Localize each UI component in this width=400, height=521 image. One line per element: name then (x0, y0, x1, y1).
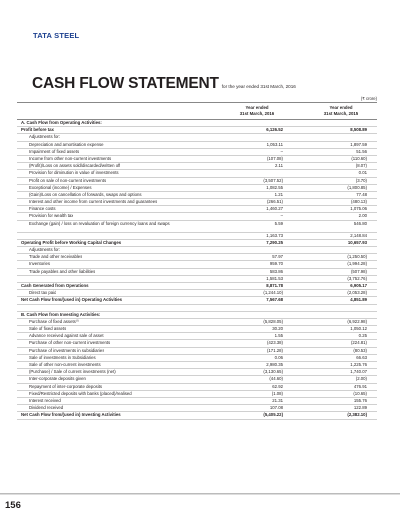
row-label: Operating Profit before Working Capital Changes (21, 239, 122, 245)
table-row (17, 340, 377, 347)
row-label: Profit before tax (21, 127, 54, 133)
table-row (17, 405, 377, 412)
column-header-2015 (313, 105, 369, 117)
row-label: Interest and other income from current investments and guarantees (29, 199, 158, 205)
footer-band (0, 494, 400, 495)
table-row (17, 254, 377, 261)
table-row (17, 384, 377, 391)
table-row (17, 170, 377, 177)
page-number: 156 (5, 500, 21, 511)
column-header-2016-line2: 31st March, 2016 (239, 111, 275, 116)
table-row (17, 206, 377, 213)
row-value-2015: 2.00 (358, 213, 367, 219)
row-value-2016: (423.38) (266, 340, 283, 346)
table-row (17, 412, 377, 419)
table-row (17, 178, 377, 185)
table-row (17, 391, 377, 398)
row-label: Income from other non-current investments (29, 155, 112, 161)
row-label: Repayment of inter-corporate deposits (29, 383, 103, 389)
row-value-2016: – (280, 148, 283, 154)
row-label: Purchase of fixed assets⁽ⁱ⁾ (29, 318, 79, 324)
table-row (17, 134, 377, 141)
row-value-2016: 5.59 (274, 220, 283, 226)
row-value-2016: 2.11 (274, 163, 283, 169)
table-row (17, 233, 377, 240)
row-label: A. Cash Flow from Operating Activities: (21, 120, 102, 125)
row-value-2015: 155.76 (353, 397, 367, 403)
table-row (17, 240, 377, 247)
row-label: Inter-corporate deposits given (29, 376, 86, 382)
row-value-2015: (2,382.10) (347, 412, 367, 418)
row-label: Depreciation and amortisation expense (29, 141, 104, 147)
row-value-2015: 1,225.76 (350, 362, 367, 367)
row-label: Purchase of investments in subsidiaries (29, 347, 105, 353)
row-value-2015: 0.25 (358, 333, 367, 339)
row-value-2015: 476.91 (353, 383, 367, 389)
unit-label: (₹ crore) (17, 96, 377, 103)
row-value-2015: (1,800.85) (347, 184, 367, 190)
column-header-2015-line1: Year ended (329, 105, 353, 110)
row-value-2015: 2,148.84 (350, 232, 367, 238)
row-value-2016: 30.20 (272, 326, 283, 332)
row-label: Net Cash Flow from/(used in) Operating Activities (21, 297, 123, 303)
row-value-2016: (107.08) (266, 155, 283, 161)
table-row (17, 185, 377, 192)
table-row (17, 283, 377, 290)
row-label: Adjustments for: (29, 134, 61, 140)
row-label: Sale of other non-current investments (29, 362, 101, 367)
table-row (17, 355, 377, 362)
row-value-2016: (3,130.65) (263, 369, 283, 375)
row-label: Trade and other receivables (29, 254, 83, 260)
row-value-2016: (171.28) (266, 347, 283, 353)
table-row (17, 305, 377, 312)
row-value-2015: 1,075.06 (350, 206, 367, 212)
row-value-2015: 122.89 (353, 405, 367, 411)
row-label: Fixed/Restricted deposits with banks (placed)/realised (29, 390, 132, 396)
row-value-2015: 1,740.07 (350, 369, 367, 375)
row-value-2015: (224.81) (350, 340, 367, 346)
table-row (17, 127, 377, 134)
row-value-2016: (5,828.05) (263, 318, 283, 324)
table-row (17, 163, 377, 170)
table-row (17, 362, 377, 369)
column-header-2015-line2: 31st March, 2015 (323, 111, 359, 116)
row-label: Trade payables and other liabilities (29, 268, 96, 274)
table-row (17, 312, 377, 319)
row-value-2016: 1,163.73 (266, 232, 283, 238)
row-value-2015: 1,897.59 (350, 141, 367, 147)
table-body (17, 120, 377, 420)
row-label: Net Cash Flow from/(used in) Investing Activities (21, 412, 121, 418)
row-value-2015: (1,994.28) (347, 261, 367, 267)
row-value-2015: 51.56 (356, 148, 367, 154)
row-value-2015: 4,851.89 (350, 297, 367, 303)
table-row (17, 142, 377, 149)
row-value-2016: (3,507.52) (263, 177, 283, 183)
row-label: Interest received (29, 397, 61, 403)
page-title (32, 75, 296, 93)
table-row (17, 149, 377, 156)
row-value-2015: (3.70) (355, 177, 367, 183)
statement-subtitle: for the year ended 31st March, 2016 (221, 84, 296, 89)
row-label: B. Cash Flow from Investing Activities: (21, 311, 101, 317)
row-value-2016: 0.06 (274, 354, 283, 360)
row-value-2016: (44.60) (269, 376, 283, 382)
table-row (17, 247, 377, 254)
row-value-2015: (2,053.28) (347, 290, 367, 296)
table-row (17, 199, 377, 206)
row-label: Exceptional (income) / Expenses (29, 184, 92, 190)
column-header-2016-line1: Year ended (245, 105, 269, 110)
row-value-2016: 7,567.68 (266, 297, 283, 303)
row-value-2015: (10.65) (353, 390, 367, 396)
row-label: Cash Generated from Operations (21, 282, 89, 288)
row-label: (Gain)/Loss on cancellation of forwards, swaps and options (29, 191, 142, 197)
cash-flow-table (17, 96, 377, 420)
row-label: Finance costs (29, 206, 56, 212)
row-label: Dividend received (29, 405, 64, 411)
row-label: Inventories (29, 261, 51, 267)
row-value-2015: (6,922.98) (347, 318, 367, 324)
row-label: Provision for diminution in value of investments (29, 170, 119, 176)
row-label: Profit on sale of non-current investments (29, 177, 107, 183)
row-value-2015: 77.48 (356, 191, 367, 197)
row-value-2016: 6,126.52 (266, 127, 283, 133)
row-value-2016: 107.08 (269, 405, 283, 411)
row-value-2015: (2.00) (355, 376, 367, 382)
row-value-2016: 7,290.25 (266, 239, 283, 245)
row-label: (Purchase) / Sale of current investments (net) (29, 369, 116, 375)
row-label: Impairment of fixed assets (29, 148, 80, 154)
table-row (17, 290, 377, 297)
row-value-2015: 6,905.17 (350, 282, 367, 288)
row-label: Provision for wealth tax (29, 213, 74, 219)
row-value-2015: (1,250.50) (347, 254, 367, 260)
row-value-2016: 1,082.55 (266, 184, 283, 190)
row-value-2016: 2,980.35 (266, 362, 283, 367)
brand-logo: TATA STEEL (33, 31, 80, 40)
row-value-2016: 1.55 (274, 333, 283, 339)
row-value-2015: 66.63 (356, 354, 367, 360)
row-value-2016: (5,405.22) (263, 412, 283, 418)
table-row (17, 269, 377, 276)
row-value-2015: 10,657.93 (347, 239, 367, 245)
row-label: Purchase of other non-current investments (29, 340, 111, 346)
statement-title: CASH FLOW STATEMENT (32, 75, 219, 92)
row-label: Sale of investments in Subsidiaries (29, 354, 96, 360)
row-value-2015: 8,508.89 (350, 127, 367, 133)
row-value-2015: (80.53) (353, 347, 367, 353)
table-row (17, 369, 377, 376)
row-value-2016: 1,581.53 (266, 275, 283, 281)
table-row (17, 192, 377, 199)
table-row (17, 326, 377, 333)
table-row (17, 348, 377, 355)
row-label: Exchange (gain) / loss on revaluation of foreign currency loans and swaps (29, 220, 170, 226)
row-value-2016: 57.97 (272, 254, 283, 260)
row-label: Sale of fixed assets (29, 326, 67, 332)
table-row (17, 333, 377, 340)
row-value-2015: (8.07) (355, 163, 367, 169)
row-value-2016: 1,053.11 (266, 141, 283, 147)
row-value-2015: (110.60) (351, 155, 367, 161)
row-value-2015: 1,050.12 (350, 326, 367, 332)
table-row (17, 213, 377, 220)
row-value-2015: 546.80 (353, 220, 367, 226)
table-row (17, 261, 377, 268)
row-value-2015: 0.01 (358, 170, 367, 176)
row-value-2016: – (280, 213, 283, 219)
row-label: (Profit)/Loss on assets sold/discarded/written off (29, 163, 121, 169)
row-value-2016: 1,460.27 (266, 206, 283, 212)
row-value-2016: 21.31 (272, 397, 283, 403)
row-value-2016: (1,244.10) (263, 290, 283, 296)
table-row (17, 319, 377, 326)
row-label: Direct tax paid (29, 290, 57, 296)
row-value-2016: 583.86 (269, 268, 283, 274)
table-row (17, 276, 377, 283)
row-value-2016: 959.70 (269, 261, 283, 267)
table-row (17, 297, 377, 304)
column-header-2016 (229, 105, 285, 117)
table-row (17, 120, 377, 127)
row-value-2016: 8,871.78 (266, 282, 283, 288)
row-label: Adjustments for: (29, 247, 61, 252)
row-value-2016: 62.92 (272, 383, 283, 389)
row-value-2015: (507.98) (350, 268, 367, 274)
row-value-2016: 1.21 (274, 191, 283, 197)
row-value-2016: (1.08) (271, 390, 283, 396)
table-row (17, 221, 377, 233)
row-value-2015: (3,752.76) (347, 275, 367, 281)
column-headers (17, 103, 377, 120)
table-row (17, 376, 377, 383)
row-value-2015: (480.13) (350, 199, 367, 205)
row-label: Advance received against sale of asset (29, 333, 104, 339)
row-value-2016: (266.51) (266, 199, 283, 205)
table-row (17, 156, 377, 163)
table-row (17, 398, 377, 405)
